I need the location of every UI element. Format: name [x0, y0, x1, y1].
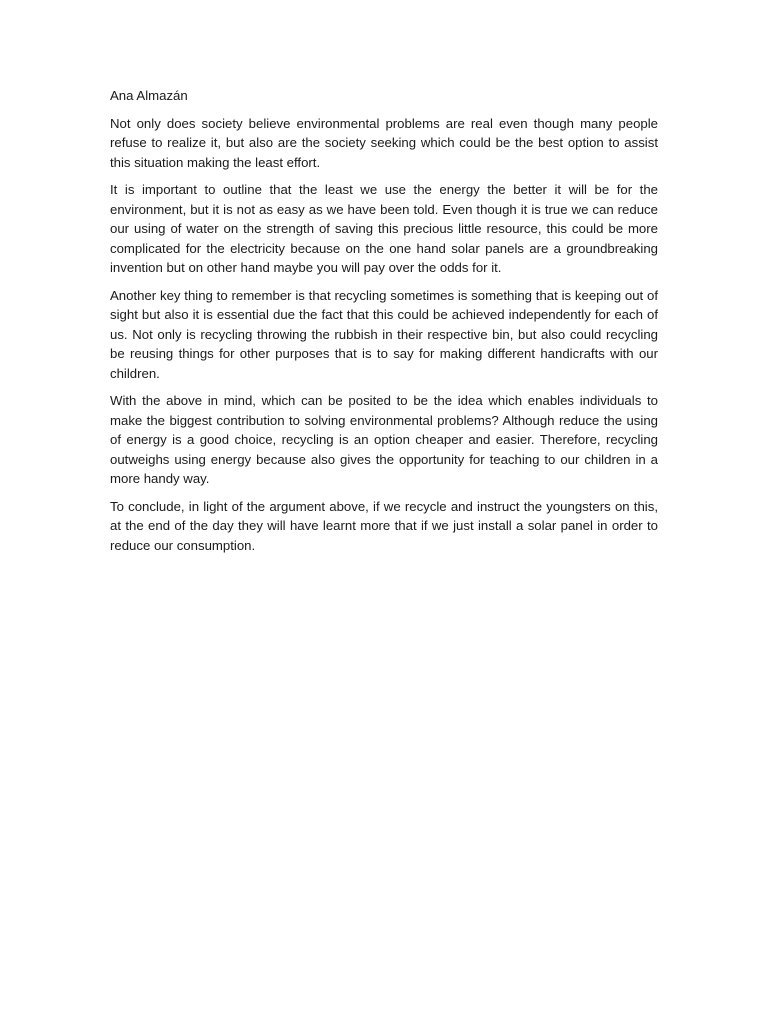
paragraph-5: To conclude, in light of the argument above, if we recycle and instruct the youngsters on this, at the end of the day they will have learnt more that if we just install a solar panel in order to reduce our consumption.: [110, 498, 658, 553]
author-name: Ana Almazán: [110, 88, 188, 103]
document-body: [110, 86, 658, 563]
paragraph-3: Another key thing to remember is that recycling sometimes is something that is keeping out of sight but also it is essential due the fact that this could be achieved independently for each of us. Not only is recycling throwing the rubbish in their respective bin, but also could recycling be reusing things for other purposes that is to say for making different handicrafts with our children.: [110, 287, 658, 381]
paragraph-4: With the above in mind, which can be posited to be the idea which enables individuals to make the biggest contribution to solving environmental problems? Although reduce the using of energy is a good choice, recycling is an option cheaper and easier. Therefore, recycling outweighs using energy because also gives the opportunity for teaching to our children in a more handy way.: [110, 393, 658, 486]
paragraph-2: It is important to outline that the least we use the energy the better it will be for the environment, but it is not as easy as we have been told. Even though it is true we can reduce our using of water on the strength of saving this precious little resource, this could be more complicated for the electricity because on the one hand solar panels are a groundbreaking invention but on other hand maybe you will pay over the odds for it.: [110, 182, 658, 275]
paragraph-1: Not only does society believe environmental problems are real even though many people refuse to realize it, but also are the society seeking which could be the best option to assist this situation making the least effort.: [110, 115, 658, 170]
